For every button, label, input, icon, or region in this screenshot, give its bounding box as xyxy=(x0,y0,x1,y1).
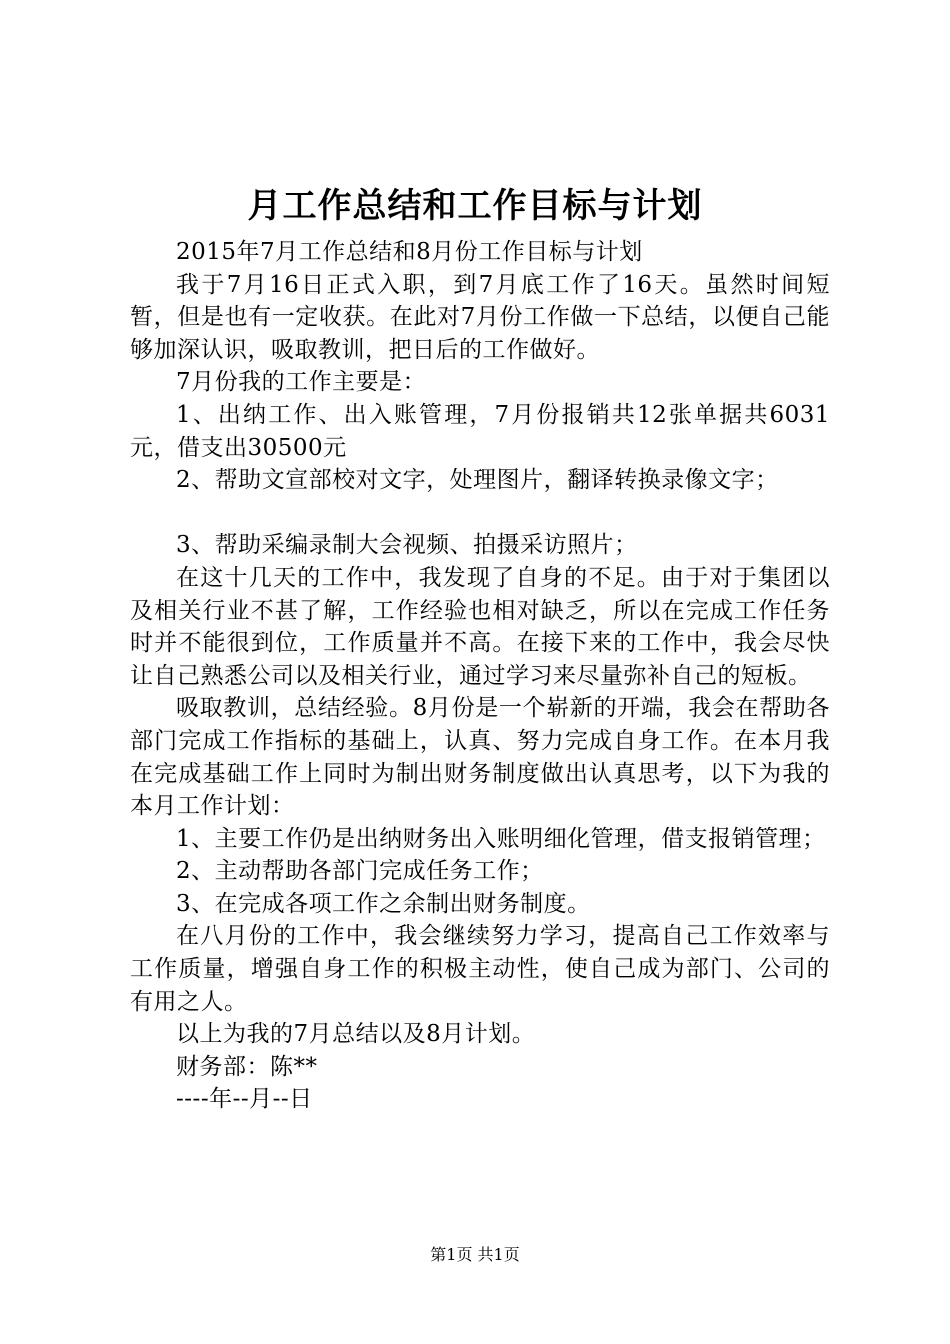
paragraph-heading-line: 2015年7月工作总结和8月份工作目标与计划 xyxy=(176,239,643,265)
paragraph-work-item-3: 3、帮助采编录制大会视频、拍摄采访照片； xyxy=(176,532,638,559)
paragraph-work-item-2: 2、帮助文宣部校对文字，处理图片，翻译转换录像文字； xyxy=(176,467,779,494)
document-body xyxy=(130,236,830,1116)
paragraph-plan-item-2: 2、主动帮助各部门完成任务工作； xyxy=(176,858,544,885)
paragraph-lessons: 吸取教训，总结经验。8月份是一个崭新的开端，我会在帮助各部门完成工作指标的基础上，认真、努力完成自身工作。在本月我在完成基础工作上同时为制出财务制度做出认真思考，以下为我的本月工作计划： xyxy=(130,695,830,820)
signature-department: 财务部：陈** xyxy=(176,1053,318,1080)
paragraph-closing: 以上为我的7月总结以及8月计划。 xyxy=(176,1021,536,1048)
paragraph-plan-item-3: 3、在完成各项工作之余制出财务制度。 xyxy=(176,890,591,917)
signature-date: ----年--月--日 xyxy=(176,1086,313,1113)
paragraph-commitment: 在八月份的工作中，我会继续努力学习，提高自己工作效率与工作质量，增强自身工作的积极主动性，使自己成为部门、公司的有用之人。 xyxy=(130,923,830,1015)
paragraph-plan-item-1: 1、主要工作仍是出纳财务出入账明细化管理，借支报销管理； xyxy=(176,825,826,852)
document-title: 月工作总结和工作目标与计划 xyxy=(247,186,703,226)
paragraph-intro: 我于7月16日正式入职，到7月底工作了16天。虽然时间短暂，但是也有一定收获。在此对7月份工作做一下总结，以便自己能够加深认识，吸取教训，把日后的工作做好。 xyxy=(130,271,830,363)
paragraph-work-item-1: 1、出纳工作、出入账管理，7月份报销共12张单据共6031元，借支出30500元 xyxy=(130,401,830,461)
paragraph-work-items-heading: 7月份我的工作主要是： xyxy=(176,369,427,396)
page-footer: 第1页 共1页 xyxy=(430,1245,520,1264)
blank-line xyxy=(130,497,830,530)
paragraph-shortcomings: 在这十几天的工作中，我发现了自身的不足。由于对于集团以及相关行业不甚了解，工作经验也相对缺乏，所以在完成工作任务时并不能很到位，工作质量并不高。在接下来的工作中，我会尽快让自己熟悉公司以及相关行业，通过学习来尽量弥补自己的短板。 xyxy=(130,564,830,689)
